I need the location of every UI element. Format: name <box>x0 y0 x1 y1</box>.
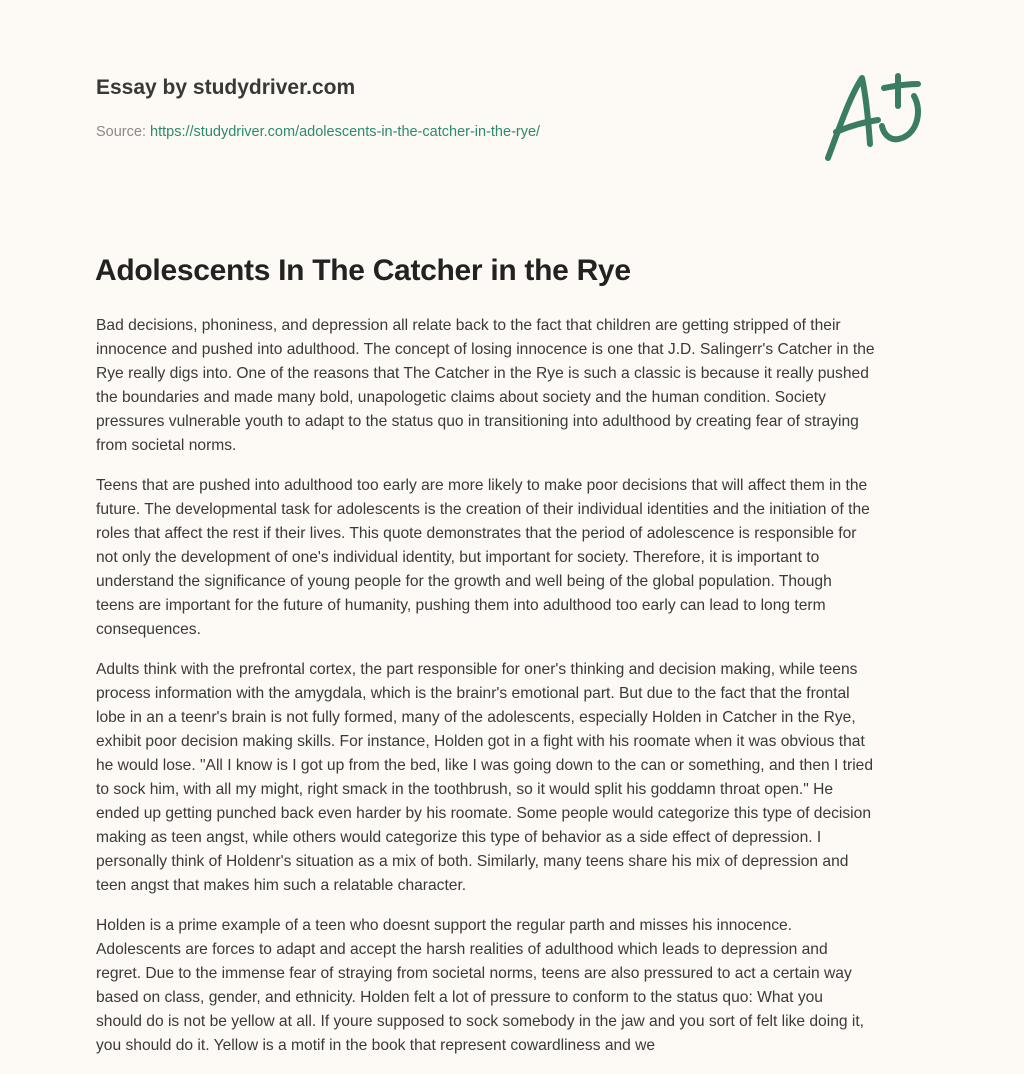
source-link[interactable]: https://studydriver.com/adolescents-in-the-catcher-in-the-rye/ <box>150 124 541 140</box>
paragraph-line: innocence and pushed into adulthood. The concept of losing innocence is one that J.D. Salingerr's Catcher in the <box>96 341 875 358</box>
paragraph-line: not only the development of one's individual identity, but important for society. Therefore, it is important to <box>96 549 820 566</box>
paragraph-line: teens are important for the future of humanity, pushing them into adulthood too early can lead to long term <box>96 597 826 614</box>
paragraph-line: Bad decisions, phoniness, and depression all relate back to the fact that children are getting stripped of their <box>96 317 841 334</box>
paragraph-line: should do is not be yellow at all. If youre supposed to sock somebody in the jaw and you sort of felt like doing it, <box>96 1013 864 1030</box>
paragraph-line: Adults think with the prefrontal cortex, the part responsible for oner's thinking and decision making, while teens <box>96 661 858 678</box>
paragraph-line: Holden is a prime example of a teen who doesnt support the regular parth and misses his innocence. <box>96 917 793 934</box>
paragraph-line: lobe in an a teenr's brain is not fully formed, many of the adolescents, especially Holden in Catcher in the Rye, <box>96 709 856 726</box>
essay-paragraph <box>96 314 946 458</box>
paragraph-line: the boundaries and made many bold, unapologetic claims about society and the human condition. Society <box>96 389 826 406</box>
source-label: Source: <box>96 124 146 140</box>
paragraph-line: pressures vulnerable youth to adapt to the status quo in transitioning into adulthood by creating fear of straying <box>96 413 859 430</box>
paragraph-line: regret. Due to the immense fear of straying from societal norms, teens are also pressured to act a certain way <box>96 965 852 982</box>
essay-paragraph <box>96 914 946 1058</box>
paragraph-line: Rye really digs into. One of the reasons that The Catcher in the Rye is such a classic is because it really pushed <box>96 365 869 382</box>
essay-paragraph <box>96 658 946 898</box>
essay-title: Adolescents In The Catcher in the Rye <box>95 254 631 287</box>
essay-body <box>96 314 946 1074</box>
source-line <box>96 124 540 140</box>
paragraph-line: teen angst that makes him such a relatable character. <box>96 877 467 894</box>
paragraph-line: making as teen angst, while others would categorize this type of behavior as a side effect of depression. I <box>96 829 822 846</box>
a-plus-logo-icon <box>818 66 930 166</box>
site-brand: Essay by studydriver.com <box>96 76 356 99</box>
paragraph-line: you should do it. Yellow is a motif in the book that represent cowardliness and we <box>96 1037 656 1054</box>
paragraph-line: consequences. <box>96 621 201 638</box>
essay-paragraph <box>96 474 946 642</box>
paragraph-line: understand the significance of young people for the growth and well being of the global population. Though <box>96 573 832 590</box>
paragraph-line: to sock him, with all my might, right smack in the toothbrush, so it would split his goddamn throat open." He <box>96 781 834 798</box>
paragraph-line: personally think of Holdenr's situation as a mix of both. Similarly, many teens share his mix of depression and <box>96 853 849 870</box>
paragraph-line: Teens that are pushed into adulthood too early are more likely to make poor decisions that will affect them in the <box>96 477 868 494</box>
paragraph-line: exhibit poor decision making skills. For instance, Holden got in a fight with his roomate when it was obvious that <box>96 733 865 750</box>
paragraph-line: process information with the amygdala, which is the brainr's emotional part. But due to the fact that the frontal <box>96 685 850 702</box>
paragraph-line: ended up getting punched back even harder by his roomate. Some people would categorize this type of decision <box>96 805 871 822</box>
paragraph-line: Adolescents are forces to adapt and accept the harsh realities of adulthood which leads to depression and <box>96 941 828 958</box>
paragraph-line: roles that affect the rest if their lives. This quote demonstrates that the period of adolescence is responsible for <box>96 525 857 542</box>
paragraph-line: based on class, gender, and ethnicity. Holden felt a lot of pressure to conform to the status quo: What you <box>96 989 823 1006</box>
paragraph-line: from societal norms. <box>96 437 237 454</box>
paragraph-line: future. The developmental task for adolescents is the creation of their individual identities and the initiation of the <box>96 501 870 518</box>
paragraph-line: he would lose. "All I know is I got up from the bed, like I was going down to the can or something, and then I tried <box>96 757 873 774</box>
